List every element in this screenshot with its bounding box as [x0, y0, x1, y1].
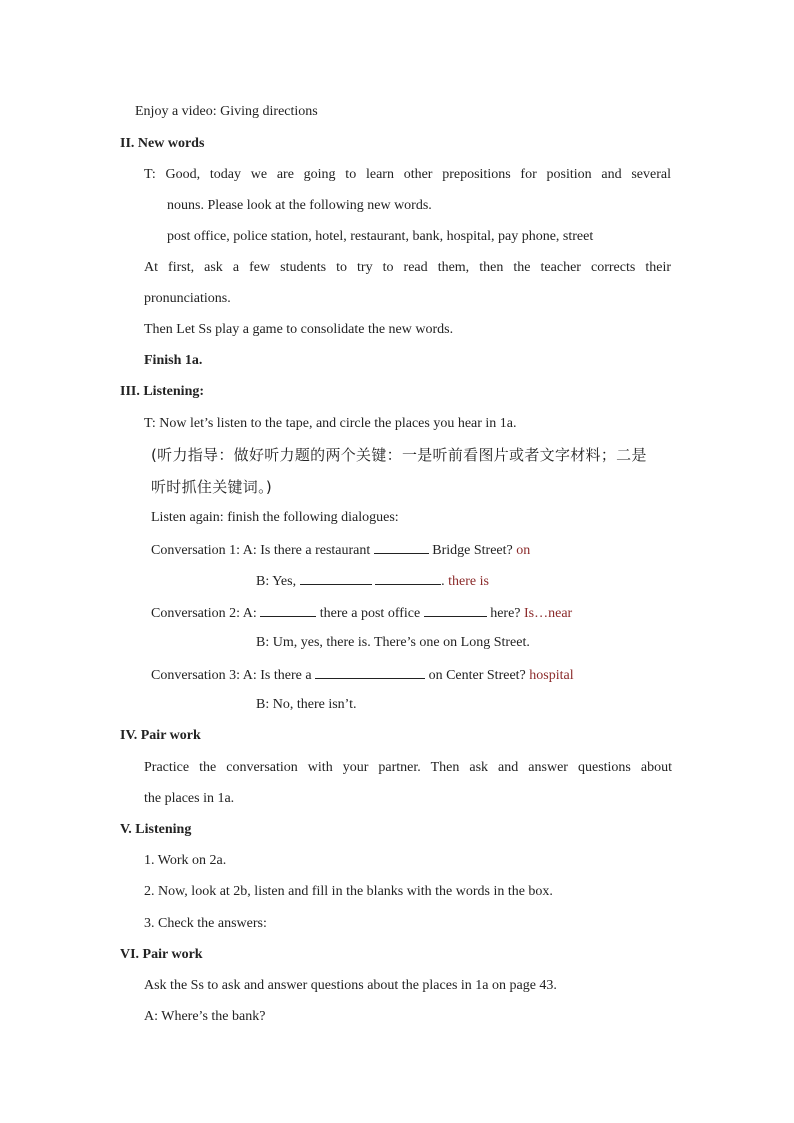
conversation-3-a-text: Conversation 3: A: Is there a	[151, 668, 316, 683]
new-words-teacher-line-1: T: Good, today we are going to learn other prepositions for position and several	[144, 167, 671, 182]
conversation-2-answer: Is…near	[520, 606, 573, 621]
pair-work-line-1: Practice the conversation with your partner. Then ask and answer questions about	[144, 760, 672, 775]
listening-teacher-line: T: Now let’s listen to the tape, and circle the places you hear in 1a.	[144, 416, 517, 431]
blank	[375, 571, 441, 585]
conversation-1-answer: on	[512, 543, 531, 558]
new-words-list: post office, police station, hotel, restaurant, bank, hospital, pay phone, street	[167, 229, 594, 244]
listening-item-2: 2. Now, look at 2b, listen and fill in the blanks with the words in the box.	[144, 884, 553, 899]
conversation-3-answer: hospital	[525, 668, 574, 683]
conversation-3-b: B: No, there isn’t.	[256, 697, 357, 712]
new-words-game-line: Then Let Ss play a game to consolidate the new words.	[144, 322, 454, 337]
section-listening-2-heading: V. Listening	[120, 822, 192, 837]
section-listening-heading: III. Listening:	[120, 384, 205, 399]
blank	[260, 603, 316, 617]
conversation-1-a	[151, 540, 530, 560]
listening-guide-cn-line-2: 听时抓住关键词。)	[151, 478, 273, 496]
new-words-first-line-1: At first, ask a few students to try to read them, then the teacher corrects their	[144, 260, 671, 275]
conversation-1-b-answer: there is	[444, 574, 489, 589]
conversation-2-a-text-end: here?	[486, 606, 521, 621]
conversation-1-a-text-end: Bridge Street?	[428, 543, 513, 558]
blank	[300, 571, 372, 585]
conversation-1-b-period: .	[441, 574, 445, 589]
pair-work-2-line-1: Ask the Ss to ask and answer questions about the places in 1a on page 43.	[144, 978, 557, 993]
finish-1a: Finish 1a.	[144, 353, 203, 368]
conversation-1-b	[256, 571, 489, 591]
listening-item-3: 3. Check the answers:	[144, 916, 267, 931]
pair-work-2-line-2: A: Where’s the bank?	[144, 1009, 266, 1024]
intro-line: Enjoy a video: Giving directions	[135, 104, 318, 119]
pair-work-line-2: the places in 1a.	[144, 791, 235, 806]
conversation-3-a	[151, 665, 574, 685]
listen-again-line: Listen again: finish the following dialogues:	[151, 510, 399, 525]
conversation-2-b: B: Um, yes, there is. There’s one on Long Street.	[256, 635, 530, 650]
section-pair-work-heading: IV. Pair work	[120, 728, 201, 743]
listening-item-1: 1. Work on 2a.	[144, 853, 227, 868]
blank	[374, 540, 429, 554]
conversation-1-a-text: Conversation 1: A: Is there a restaurant	[151, 543, 374, 558]
conversation-2-a-text: Conversation 2: A:	[151, 606, 261, 621]
conversation-3-a-text-end: on Center Street?	[425, 668, 526, 683]
conversation-2-a-text-mid: there a post office	[316, 606, 424, 621]
new-words-teacher-line-2: nouns. Please look at the following new words.	[167, 198, 432, 213]
conversation-1-b-text: B: Yes,	[256, 574, 300, 589]
section-pair-work-2-heading: VI. Pair work	[120, 947, 203, 962]
section-new-words-heading: II. New words	[120, 136, 205, 151]
conversation-2-a	[151, 603, 572, 623]
blank	[424, 603, 487, 617]
listening-guide-cn-line-1: (听力指导：做好听力题的两个关键：一是听前看图片或者文字材料；二是	[151, 446, 647, 464]
blank	[315, 665, 425, 679]
new-words-first-line-2: pronunciations.	[144, 291, 231, 306]
